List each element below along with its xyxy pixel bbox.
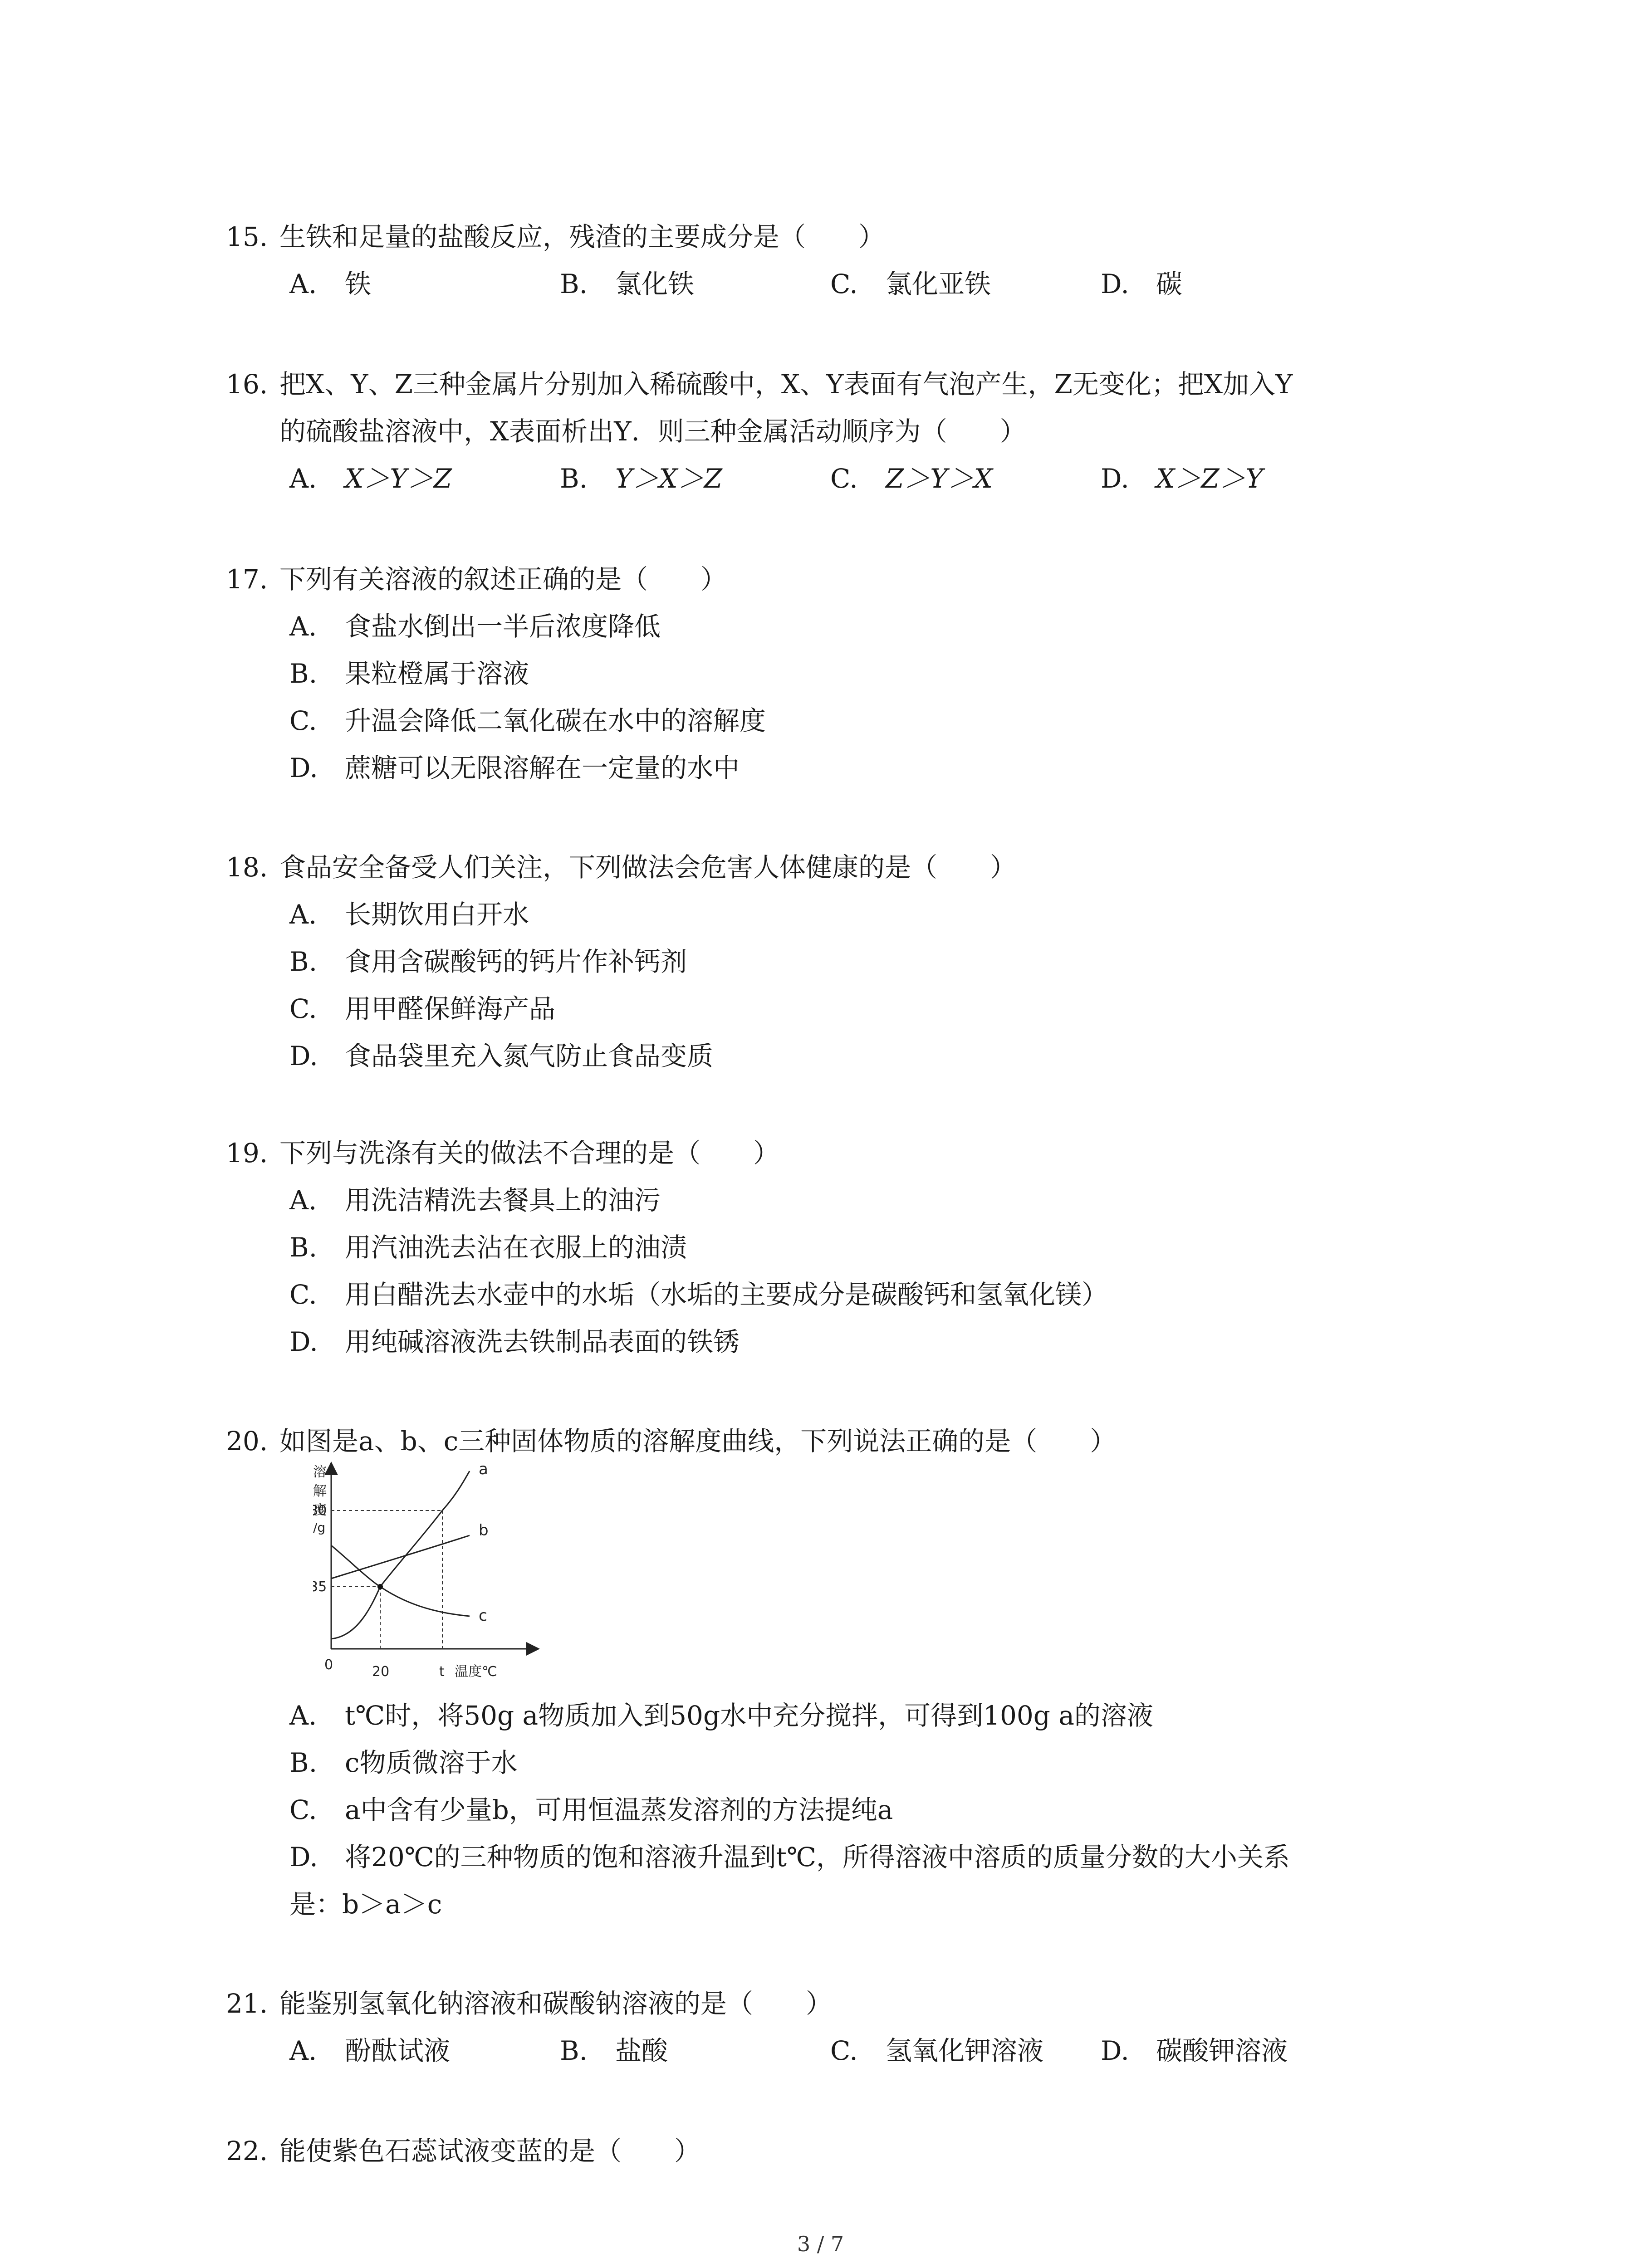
question-stem: 生铁和足量的盐酸反应，残渣的主要成分是（ ） (279, 221, 885, 252)
option-d: D. 用纯碱溶液洗去铁制品表面的铁锈 (289, 1326, 740, 1357)
y-label-2: 解 (313, 1483, 327, 1499)
option-d: D. 将20℃的三种物质的饱和溶液升温到t℃，所得溶液中溶质的质量分数的大小关系 (289, 1842, 1290, 1872)
intersection-point (377, 1584, 383, 1589)
question-number: 20. (226, 1426, 268, 1457)
option-a: A. 长期饮用白开水 (289, 899, 529, 930)
x-tick-t: t (439, 1664, 445, 1680)
option-b: B. 盐酸 (560, 2035, 668, 2066)
option-b: B. 用汽油洗去沾在衣服上的油渍 (289, 1232, 687, 1263)
question-17 (226, 556, 1451, 792)
option-a: A. 铁 (289, 269, 372, 299)
option-b: B. 食用含碳酸钙的钙片作补钙剂 (289, 946, 687, 977)
question-stem: 能鉴别氢氧化钠溶液和碳酸钠溶液的是（ ） (279, 1988, 833, 2019)
solubility-chart (313, 1458, 549, 1685)
option-b: B. c物质微溶于水 (289, 1747, 518, 1778)
page-number: 3 / 7 (797, 2232, 844, 2256)
option-b: B. 氯化铁 (560, 269, 695, 299)
option-b: B. 果粒橙属于溶液 (289, 658, 529, 689)
option-a: A. t℃时，将50g a物质加入到50g水中充分搅拌，可得到100g a的溶液 (289, 1700, 1153, 1731)
x-axis-label: 温度℃ (455, 1664, 497, 1680)
question-18 (226, 844, 1451, 1080)
option-a: A. 用洗洁精洗去餐具上的油污 (289, 1185, 661, 1216)
option-c: C. 氢氧化钾溶液 (830, 2035, 1044, 2066)
question-number: 16. (226, 369, 268, 400)
x-tick-0: 0 (324, 1657, 333, 1673)
option-d: D. X＞Z＞Y (1101, 463, 1263, 494)
question-number: 19. (226, 1138, 268, 1168)
question-20 (226, 1418, 1451, 1465)
option-c: C. a中含有少量b，可用恒温蒸发溶剂的方法提纯a (289, 1794, 893, 1825)
question-stem: 食品安全备受人们关注，下列做法会危害人体健康的是（ ） (279, 852, 1017, 883)
question-number: 15. (226, 221, 268, 252)
question-number: 17. (226, 564, 268, 595)
option-d: D. 碳酸钾溶液 (1101, 2035, 1288, 2066)
curve-b (331, 1535, 470, 1579)
question-22 (226, 2127, 1451, 2175)
option-c: C. 用白醋洗去水壶中的水垢（水垢的主要成分是碳酸钙和氢氧化镁） (289, 1279, 1108, 1310)
question-19 (226, 1129, 1451, 1365)
series-label-c: c (479, 1607, 487, 1625)
y-label-1: 溶 (313, 1464, 327, 1480)
option-c: C. Z＞Y＞X (830, 463, 993, 494)
question-number: 21. (226, 1988, 268, 2019)
option-a: A. 食盐水倒出一半后浓度降低 (289, 611, 661, 642)
option-d: D. 蔗糖可以无限溶解在一定量的水中 (289, 753, 740, 783)
series-label-b: b (479, 1521, 489, 1540)
question-stem: 能使紫色石蕊试液变蓝的是（ ） (279, 2136, 701, 2166)
option-c: C. 升温会降低二氧化碳在水中的溶解度 (289, 705, 766, 736)
y-label-4: /g (313, 1520, 326, 1535)
question-stem: 把X、Y、Z三种金属片分别加入稀硫酸中，X、Y表面有气泡产生，Z无变化；把X加入Y (279, 369, 1293, 400)
y-tick-80: 80 (313, 1503, 327, 1519)
question-15 (226, 213, 1451, 308)
question-stem: 下列与洗涤有关的做法不合理的是（ ） (279, 1138, 780, 1168)
series-label-a: a (479, 1460, 488, 1478)
question-16 (226, 361, 1451, 502)
curve-c (331, 1545, 470, 1616)
question-stem-continued: 的硫酸盐溶液中，X表面析出Y．则三种金属活动顺序为（ ） (279, 416, 1026, 447)
y-tick-35: 35 (313, 1579, 327, 1595)
question-stem: 下列有关溶液的叙述正确的是（ ） (279, 564, 727, 595)
x-tick-20: 20 (372, 1664, 390, 1680)
option-a: A. X＞Y＞Z (289, 463, 452, 494)
solubility-chart-svg (313, 1458, 549, 1685)
option-a: A. 酚酞试液 (289, 2035, 451, 2066)
question-number: 18. (226, 852, 268, 883)
question-stem: 如图是a、b、c三种固体物质的溶解度曲线，下列说法正确的是（ ） (279, 1426, 1117, 1457)
option-b: B. Y＞X＞Z (560, 463, 722, 494)
option-c: C. 用甲醛保鲜海产品 (289, 993, 556, 1024)
question-number: 22. (226, 2136, 268, 2166)
question-21 (226, 1980, 1451, 2074)
option-c: C. 氯化亚铁 (830, 269, 991, 299)
question-20-options (226, 1692, 1451, 1928)
option-d: D. 食品袋里充入氮气防止食品变质 (289, 1041, 714, 1071)
option-d: D. 碳 (1101, 269, 1183, 299)
y-label-3: 度 (313, 1502, 327, 1518)
option-d-continued: 是：b＞a＞c (289, 1889, 442, 1920)
